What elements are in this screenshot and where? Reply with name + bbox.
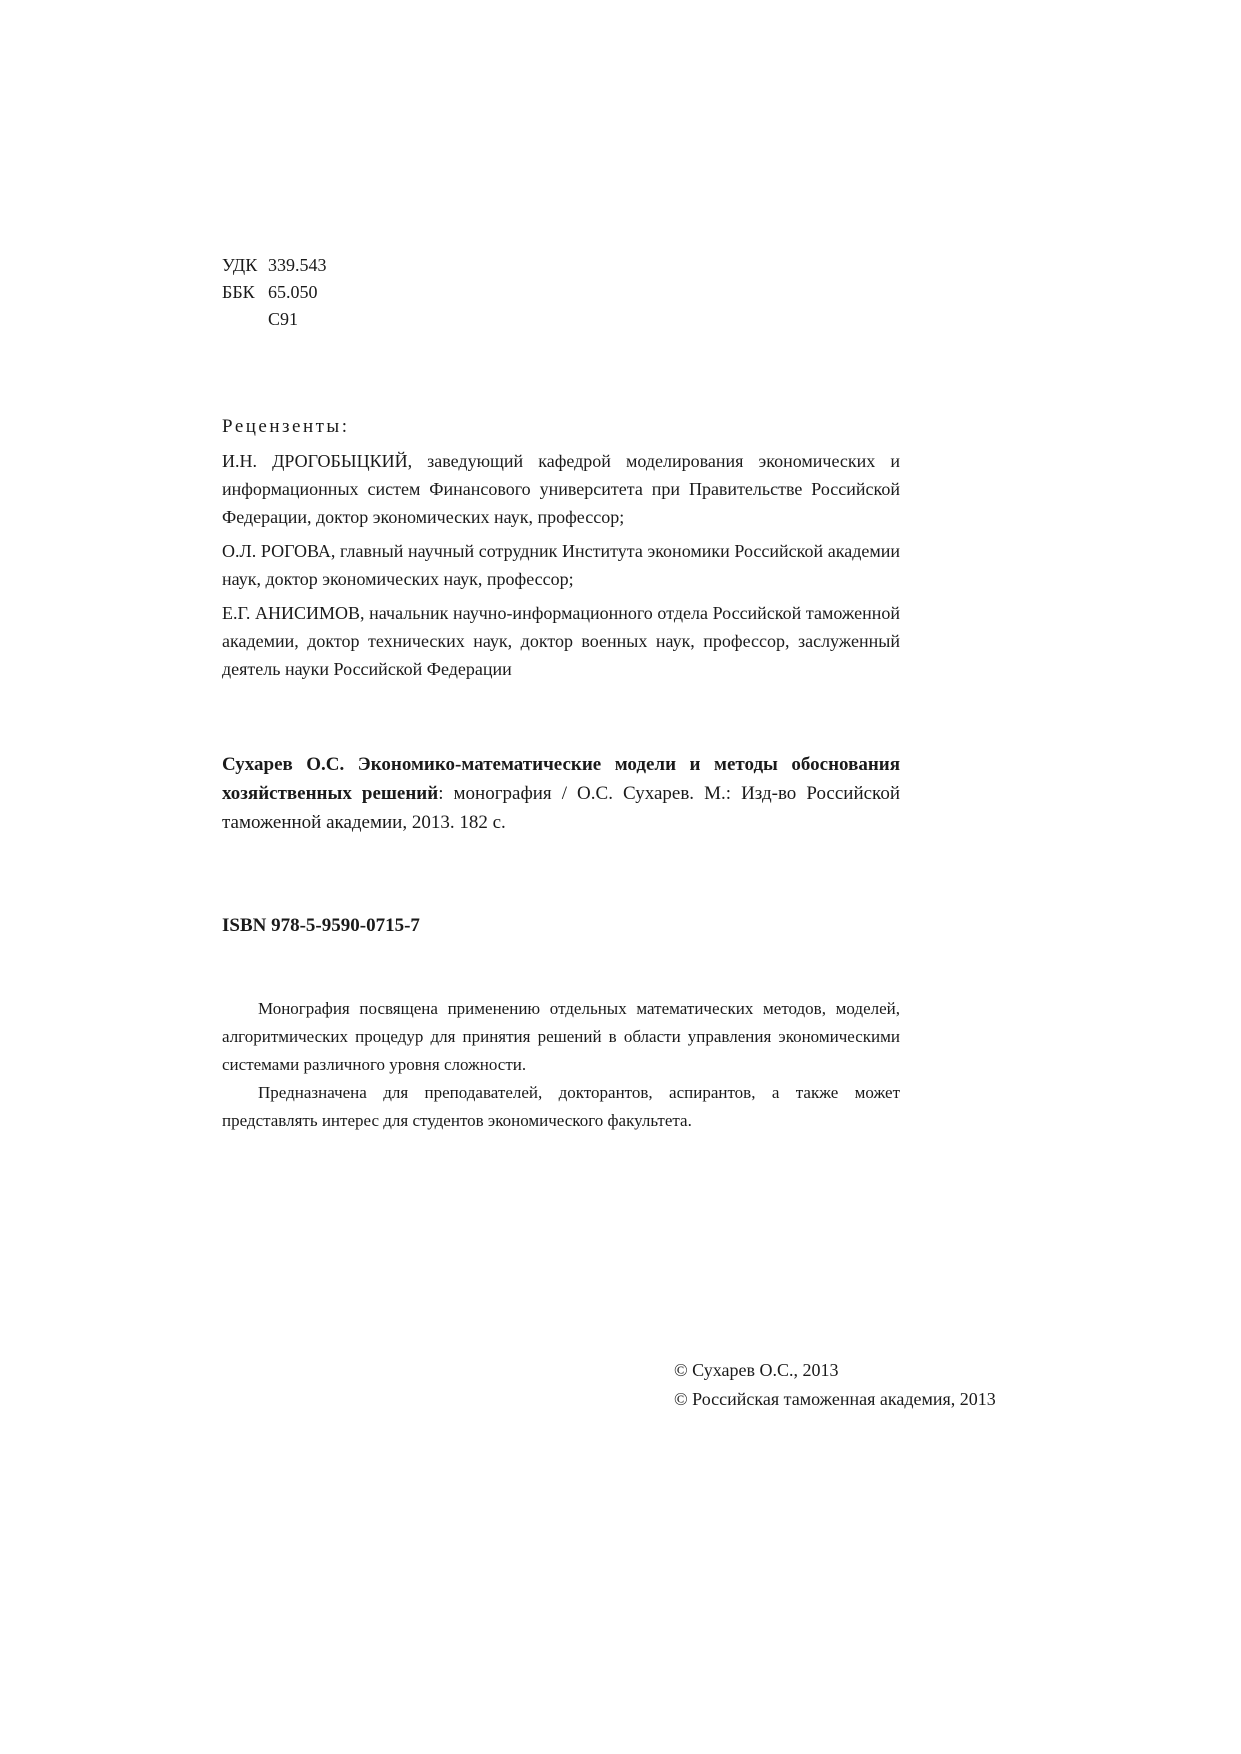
classification-block <box>222 252 900 333</box>
abstract-paragraph: Монография посвящена применению отдельных математических методов, моделей, алгоритмических процедур для принятия решений в области управления экономическими системами различного уровня сложности. <box>222 999 900 1074</box>
bbk-label: ББК <box>222 282 255 302</box>
udk-row <box>222 252 900 279</box>
reviewer-item: И.Н. ДРОГОБЫЦКИЙ, заведующий кафедрой моделирования экономических и информационных систем Финансового университета при Правительстве Российской Федерации, доктор экономических наук, профессор; <box>222 451 900 527</box>
reviewers-title: Рецензенты: <box>222 416 350 437</box>
author-sign: С91 <box>268 309 299 329</box>
udk-value: 339.543 <box>268 255 327 275</box>
udk-label: УДК <box>222 255 258 275</box>
copyright-author: © Сухарев О.С., 2013 <box>674 1360 839 1380</box>
bbk-value: 65.050 <box>268 282 318 302</box>
reviewers-block <box>222 413 900 689</box>
bibliography-details: : монография / О.С. Сухарев. М.: Изд-во Российской таможенной академии, 2013. 182 с. <box>222 783 900 833</box>
reviewer-item: О.Л. РОГОВА, главный научный сотрудник Института экономики Российской академии наук, доктор экономических наук, профессор; <box>222 541 900 589</box>
copyright-block <box>674 1356 1014 1414</box>
isbn: ISBN 978-5-9590-0715-7 <box>222 915 420 936</box>
bbk-row <box>222 279 900 306</box>
abstract-paragraph: Предназначена для преподавателей, докторантов, аспирантов, а также может представлять интерес для студентов экономического факультета. <box>222 1083 900 1130</box>
reviewer-item: Е.Г. АНИСИМОВ, начальник научно-информационного отдела Российской таможенной академии, доктор технических наук, доктор военных наук, профессор, заслуженный деятель науки Российской Федерации <box>222 603 900 679</box>
bibliography-title: Сухарев О.С. Экономико-математические модели и методы обоснования хозяйственных решений <box>222 754 900 804</box>
bibliographic-description <box>222 750 900 837</box>
abstract-block <box>222 995 900 1135</box>
copyright-publisher: © Российская таможенная академия, 2013 <box>674 1389 996 1409</box>
author-sign-row <box>222 306 900 333</box>
